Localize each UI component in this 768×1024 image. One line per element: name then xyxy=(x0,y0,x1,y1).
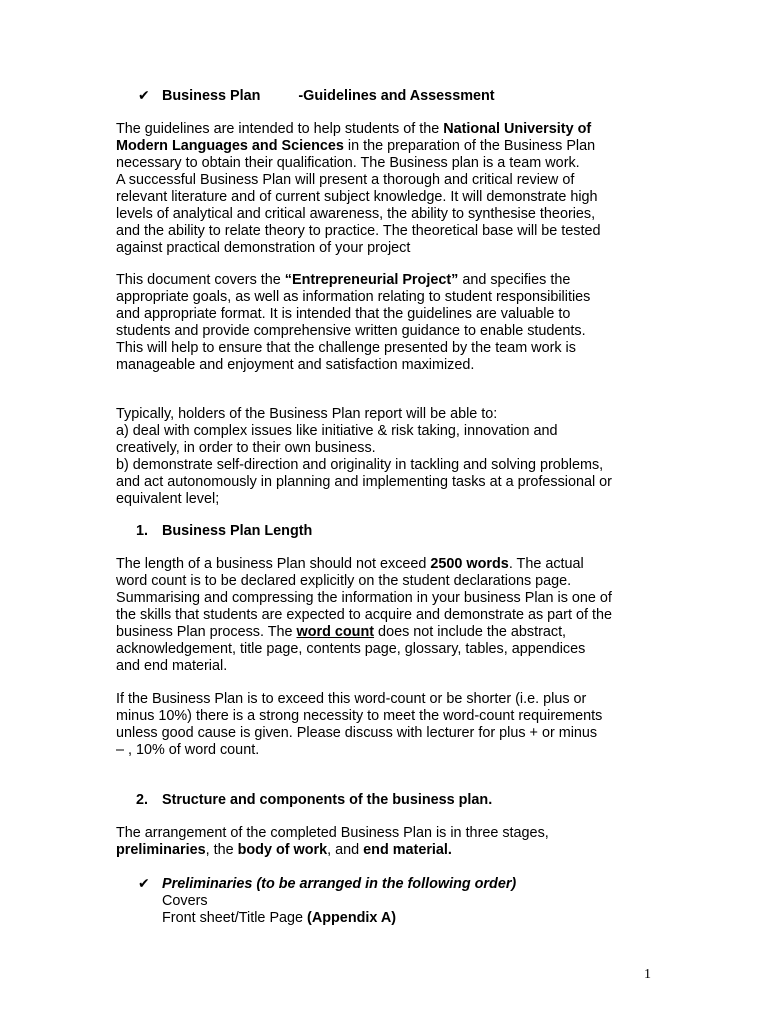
university-name-cont: Modern Languages and Sciences xyxy=(116,138,344,154)
outcomes-text: creatively, in order to their own business. xyxy=(116,440,376,456)
scope-text: This document covers the xyxy=(116,272,285,288)
length-text: Summarising and compressing the information in your business Plan is one of xyxy=(116,590,612,606)
length-text: does not include the abstract, xyxy=(374,624,567,640)
scope-text: This will help to ensure that the challenge presented by the team work is xyxy=(116,340,576,356)
section-title: Business Plan Length xyxy=(162,523,313,539)
page-number: 1 xyxy=(644,967,651,982)
outcomes-text: equivalent level; xyxy=(116,491,220,507)
exceed-paragraph xyxy=(116,691,656,759)
scope-text: manageable and enjoyment and satisfaction maximized. xyxy=(116,357,475,373)
stage-preliminaries: preliminaries xyxy=(116,842,206,858)
appendix-reference: (Appendix A) xyxy=(307,910,397,926)
preliminaries-title: Preliminaries (to be arranged in the following order) xyxy=(162,876,517,892)
length-text: acknowledgement, title page, contents page, glossary, tables, appendices xyxy=(116,641,586,657)
length-text: word count is to be declared explicitly on the student declarations page. xyxy=(116,573,572,589)
scope-text: and specifies the xyxy=(458,272,571,288)
length-text: business Plan process. The xyxy=(116,624,297,640)
intro-text: relevant literature and of current subject knowledge. It will demonstrate high xyxy=(116,189,598,205)
arrangement-text: , and xyxy=(327,842,364,858)
preliminaries-list xyxy=(162,893,642,927)
section-number: 1. xyxy=(136,523,149,539)
intro-text: levels of analytical and critical awareness, the ability to synthesise theories, xyxy=(116,206,596,222)
preliminaries-heading xyxy=(138,876,516,893)
exceed-text: unless good cause is given. Please discuss with lecturer for plus + or minus xyxy=(116,725,598,741)
scope-text: students and provide comprehensive written guidance to enable students. xyxy=(116,323,586,339)
scope-text: appropriate goals, as well as information relating to student responsibilities xyxy=(116,289,591,305)
document-title xyxy=(138,88,495,105)
arrangement-paragraph xyxy=(116,825,656,859)
scope-text: and appropriate format. It is intended that the guidelines are valuable to xyxy=(116,306,571,322)
title-left: Business Plan xyxy=(162,88,261,104)
project-name: “Entrepreneurial Project” xyxy=(284,272,459,288)
word-count-term: word count xyxy=(296,624,375,640)
intro-text: The guidelines are intended to help students of the xyxy=(116,121,444,137)
intro-text: in the preparation of the Business Plan xyxy=(343,138,596,154)
length-text: The length of a business Plan should not exceed xyxy=(116,556,431,572)
outcomes-text: b) demonstrate self-direction and originality in tackling and solving problems, xyxy=(116,457,604,473)
section-number: 2. xyxy=(136,792,149,808)
list-item: Covers xyxy=(162,893,208,909)
length-paragraph xyxy=(116,556,656,675)
arrangement-text: , the xyxy=(205,842,238,858)
outcomes-text: Typically, holders of the Business Plan report will be able to: xyxy=(116,406,498,422)
section-1-heading xyxy=(136,523,312,540)
outcomes-paragraph xyxy=(116,406,656,508)
exceed-text: minus 10%) there is a strong necessity to meet the word-count requirements xyxy=(116,708,603,724)
length-text: . The actual xyxy=(508,556,584,572)
outcomes-text: and act autonomously in planning and implementing tasks at a professional or xyxy=(116,474,612,490)
title-right: -Guidelines and Assessment xyxy=(298,88,495,104)
exceed-text: If the Business Plan is to exceed this word-count or be shorter (i.e. plus or xyxy=(116,691,587,707)
section-title: Structure and components of the business plan. xyxy=(162,792,493,808)
checkmark-icon: ✔ xyxy=(138,88,150,104)
intro-text: and the ability to relate theory to practice. The theoretical base will be tested xyxy=(116,223,601,239)
length-text: and end material. xyxy=(116,658,228,674)
section-2-heading xyxy=(136,792,492,809)
university-name: National University of xyxy=(443,121,592,137)
intro-text: necessary to obtain their qualification. The Business plan is a team work. xyxy=(116,155,580,171)
scope-paragraph xyxy=(116,272,656,374)
list-item: Front sheet/Title Page xyxy=(162,910,308,926)
intro-text: A successful Business Plan will present a thorough and critical review of xyxy=(116,172,575,188)
arrangement-text: The arrangement of the completed Business Plan is in three stages, xyxy=(116,825,549,841)
checkmark-icon: ✔ xyxy=(138,876,150,892)
exceed-text: – , 10% of word count. xyxy=(116,742,260,758)
intro-paragraph xyxy=(116,121,656,257)
outcomes-text: a) deal with complex issues like initiative & risk taking, innovation and xyxy=(116,423,558,439)
stage-end: end material. xyxy=(363,842,452,858)
intro-text: against practical demonstration of your project xyxy=(116,240,411,256)
stage-body: body of work xyxy=(237,842,328,858)
word-limit: 2500 words xyxy=(430,556,509,572)
length-text: the skills that students are expected to acquire and demonstrate as part of the xyxy=(116,607,612,623)
